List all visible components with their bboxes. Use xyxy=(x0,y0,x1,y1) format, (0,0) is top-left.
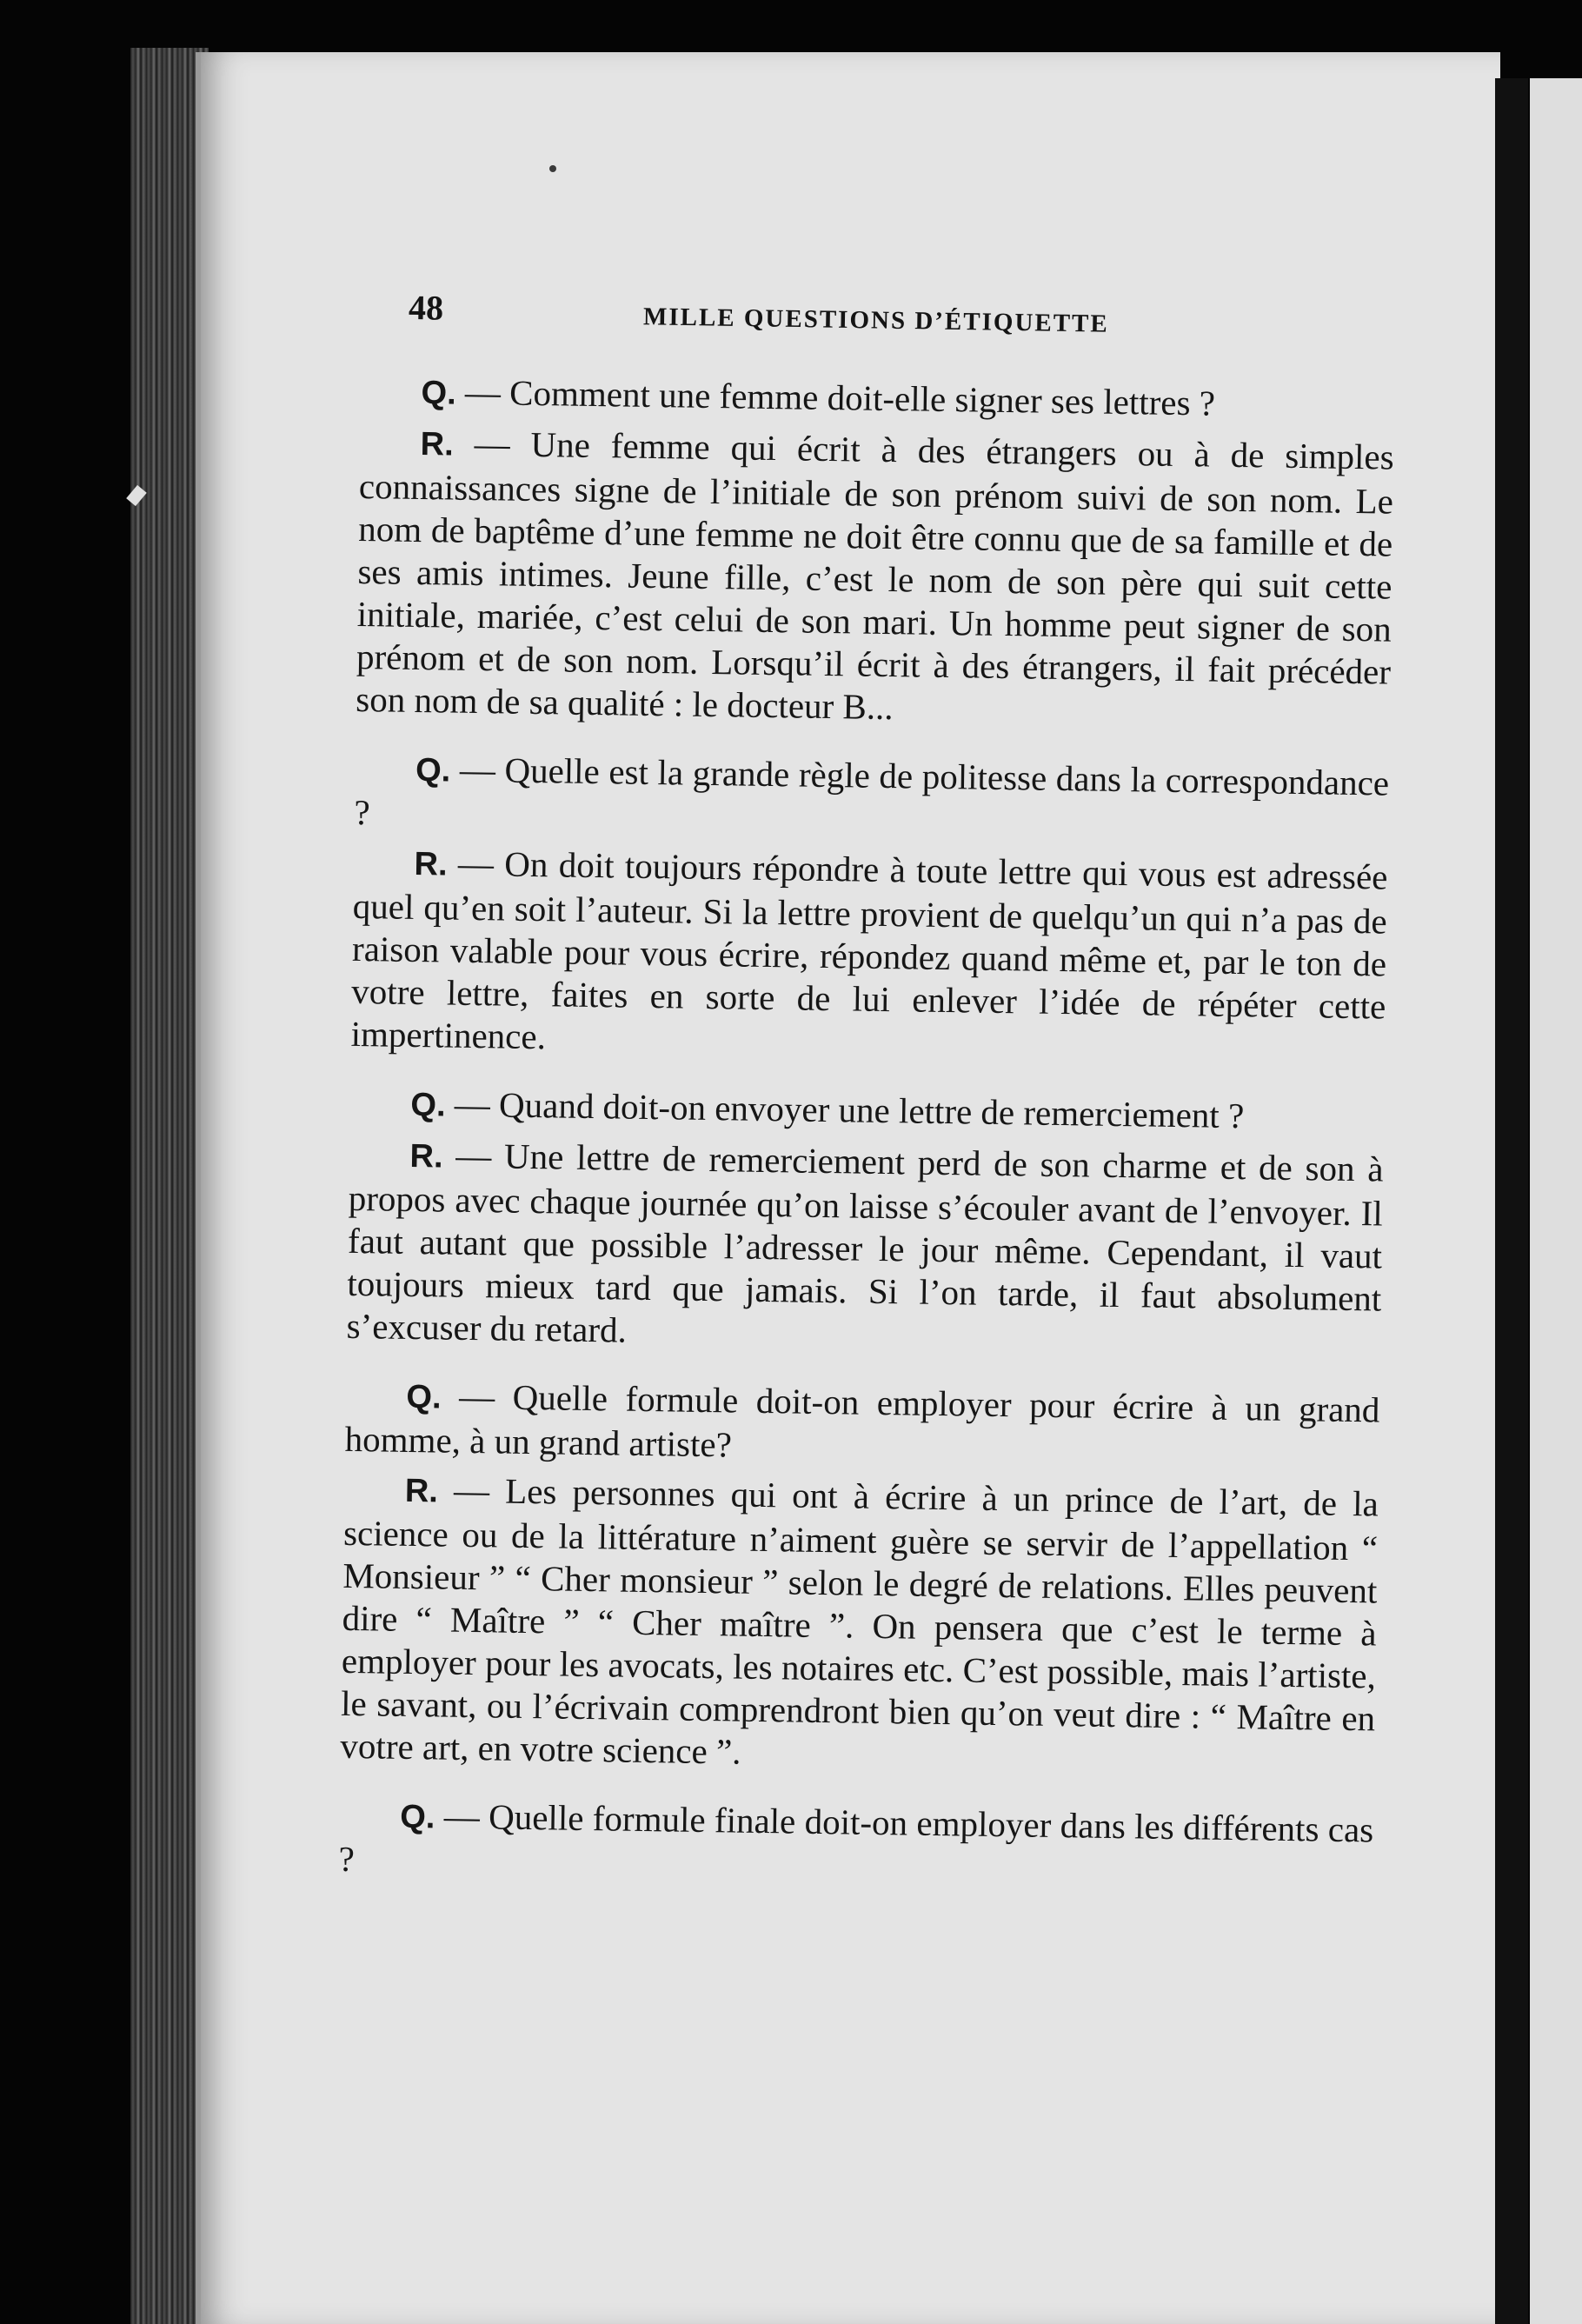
question-3 xyxy=(349,1082,1385,1142)
question-text: — Quelle est la grande règle de politesse dans la correspondance ? xyxy=(354,749,1390,833)
page-gutter xyxy=(1495,78,1528,2324)
question-4 xyxy=(344,1374,1379,1476)
answer-marker: R. xyxy=(420,426,455,463)
answer-text: — Une lettre de remerciement perd de son charme et de son à propos avec chaque journée qu’on laisse s’écouler avant de l’envoyer. Il faut autant que possible l’adresser le jour même. Cependant, il vaut toujours mieux tard que jamais. Si l’on tarde, il faut absolument s’excuser du retard. xyxy=(346,1135,1384,1350)
answer-text: — Les personnes qui ont à écrire à un prince de l’art, de la science ou de la littérature n’aiment guère se servir de l’appellation “ Monsieur ” “ Cher monsieur ” selon le degré de relations. Elles peuvent dire “ Maître ” “ Cher maître ”. On pensera que c’est le terme à employer pour les avocats, les notaires etc. C’est possible, mais l’artiste, le savant, ou l’écrivain comprendront bien qu’on veut dire : “ Maître en votre art, en votre science ”. xyxy=(340,1469,1379,1772)
answer-2 xyxy=(350,841,1388,1071)
question-2 xyxy=(354,747,1389,849)
running-title: MILLE QUESTIONS D’ÉTIQUETTE xyxy=(642,303,1110,338)
question-marker: Q. xyxy=(421,375,457,412)
page-number: 48 xyxy=(408,288,444,328)
question-marker: Q. xyxy=(410,1086,446,1124)
answer-marker: R. xyxy=(409,1137,443,1175)
answer-3 xyxy=(346,1133,1384,1363)
question-text: — Quelle formule doit-on employer pour écrire à un grand homme, à un grand artiste? xyxy=(344,1375,1380,1465)
answer-text: — On doit toujours répondre à toute lettre qui vous est adressée quel qu’en soit l’auteur. Si la lettre provient de quelqu’un qui n’a pas de raison valable pour vous écrire, répondez quand même et, par le ton de votre lettre, faites en sorte de lui enlever l’idée de répéter cette impertinence. xyxy=(350,842,1388,1057)
question-text: — Quand doit-on envoyer une lettre de remerciement ? xyxy=(445,1083,1245,1136)
question-text: — Comment une femme doit-elle signer ses lettres ? xyxy=(455,371,1216,423)
question-marker: Q. xyxy=(406,1378,442,1416)
answer-1 xyxy=(356,421,1394,736)
question-marker: Q. xyxy=(415,751,451,789)
print-speck xyxy=(549,165,556,172)
page-body xyxy=(338,370,1395,1895)
answer-marker: R. xyxy=(404,1472,439,1510)
answer-marker: R. xyxy=(414,845,448,883)
next-page-edge xyxy=(1530,78,1582,2324)
question-5 xyxy=(338,1794,1373,1896)
question-marker: Q. xyxy=(399,1798,435,1836)
answer-4 xyxy=(340,1468,1379,1783)
question-text: — Quelle formule finale doit-on employer dans les différents cas ? xyxy=(338,1795,1374,1880)
answer-text: — Une femme qui écrit à des étrangers ou à de simples connaissances signe de l’initiale de son prénom suivi de son nom. Le nom de baptême d’une femme ne doit être connu que de sa famille et de ses amis intimes. Jeune fille, c’est le nom de son père qui suit cette initiale, mariée, c’est celui de son mari. Un homme peut signer de son prénom et de son nom. Lorsqu’il écrit à des étrangers, il fait précéder son nom de sa qualité : le docteur B... xyxy=(356,423,1394,728)
